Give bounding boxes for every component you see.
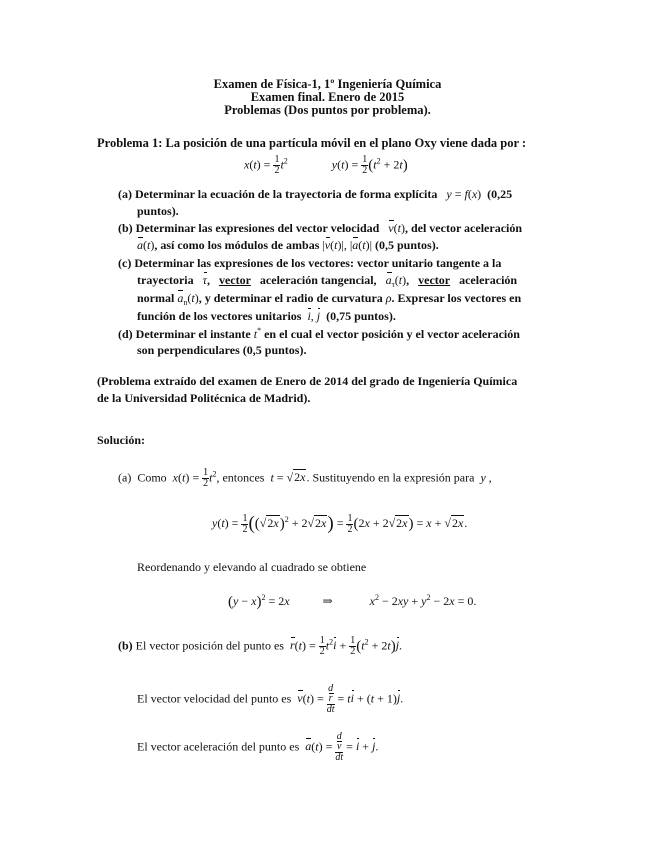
exam-header bbox=[0, 78, 655, 117]
item-a-points: (0,25 bbox=[487, 187, 513, 201]
item-c-line4: función de los vectores unitarios i, j (0,75 puntos). bbox=[137, 309, 396, 323]
item-a-cont: puntos). bbox=[137, 204, 179, 218]
solution-b-acceleration: El vector aceleración del punto es a(t) = d v dt = i + j. bbox=[137, 731, 379, 763]
item-c-aceleracion: aceleración bbox=[459, 273, 518, 287]
solution-b-velocity: El vector velocidad del punto es v(t) = d r dt = ti + (t + 1)j. bbox=[137, 683, 404, 715]
solution-b-pos-text: El vector posición del punto es bbox=[135, 638, 284, 653]
item-b-text2: , del vector aceleración bbox=[404, 221, 523, 235]
problem1-intro: Problema 1: La posición de una partícula móvil en el plano Oxy viene dada por : bbox=[97, 136, 527, 150]
solution-a-line: (a) Como x(t) = $\frac{1}{2}$ $t^2$, entonces t = √2x. Sustituyendo en la expresión para y , bbox=[118, 467, 492, 489]
item-b-text3: , así como los módulos de ambas bbox=[154, 238, 320, 252]
solution-a-sust: Sustituyendo en la expresión para bbox=[312, 470, 475, 485]
solution-b-acc-text: El vector aceleración del punto es bbox=[137, 739, 300, 754]
item-b-points: (0,5 puntos). bbox=[375, 238, 439, 252]
item-d-cont: son perpendiculares (0,5 puntos). bbox=[137, 343, 307, 357]
problem1-item-b: (b) Determinar las expresiones del vector velocidad v(t), del vector aceleración bbox=[118, 221, 523, 235]
header-subtitle: Examen final. Enero de 2015 bbox=[250, 90, 405, 104]
item-c-vector1: vector bbox=[218, 273, 251, 287]
item-b-text: (b) Determinar las expresiones del vector velocidad bbox=[118, 221, 380, 235]
item-c-unitarios: función de los vectores unitarios bbox=[137, 309, 302, 323]
item-c-trayectoria: trayectoria bbox=[137, 273, 194, 287]
solution-title: Solución: bbox=[97, 433, 146, 447]
solution-a-entonces: , entonces bbox=[216, 470, 265, 485]
problem1-item-d: (d) Determinar el instante t* en el cual el vector posición y el vector aceleración bbox=[118, 326, 520, 341]
position-equations: x(t) = $\frac{1}{2}$ $t^2$ y(t) = $\frac{1}{2}$ $(t^2 + 2t)$ bbox=[244, 154, 408, 176]
item-c-line3: normal $a_n(t)$, y determinar el radio de curvatura ρ. Expresar los vectores en bbox=[137, 291, 522, 307]
item-c-points: (0,75 puntos). bbox=[326, 309, 396, 323]
source-note-line2: de la Universidad Politécnica de Madrid). bbox=[97, 391, 311, 405]
problem1-item-a: (a) Determinar la ecuación de la trayectoria de forma explícita y = f(x) (0,25 bbox=[118, 187, 513, 201]
solution-reordenando: Reordenando y elevando al cuadrado se obtiene bbox=[137, 560, 367, 574]
problem1-item-c: (c) Determinar las expresiones de los vectores: vector unitario tangente a la bbox=[118, 256, 502, 270]
solution-a-result: $(y - x)^2 = 2x$ ⇒ $x^2 - 2xy + y^2 - 2x = 0$. bbox=[228, 593, 477, 610]
item-c-vector2: vector bbox=[418, 273, 451, 287]
item-c-expresar: . Expresar los vectores en bbox=[391, 291, 522, 305]
header-title: Examen de Física-1, 1º Ingeniería Química bbox=[213, 77, 442, 91]
solution-a-como: Como bbox=[137, 470, 167, 485]
source-note-line1: (Problema extraído del examen de Enero de 2014 del grado de Ingeniería Química bbox=[97, 374, 518, 388]
item-c-normal: normal bbox=[137, 291, 175, 305]
solution-a-substitution: y(t) = $\frac{1}{2}$ $((√2x)^2 + 2√2x)$ = $\frac{1}{2}$ (2x + 2√2x) = x + √2x. bbox=[212, 512, 468, 535]
solution-b-position: (b) El vector posición del punto es r(t) = $\frac{1}{2}$ $t^2i$ + $\frac{1}{2}$ $(t^2 + 2t)j$. bbox=[118, 635, 403, 657]
header-note: Problemas (Dos puntos por problema). bbox=[224, 103, 431, 117]
item-c-tangencial: aceleración tangencial, bbox=[259, 273, 377, 287]
item-c-line2: trayectoria τ, vector aceleración tangencial, $a_\tau(t)$, vector aceleración bbox=[137, 273, 518, 289]
item-c-radio: , y determinar el radio de curvatura bbox=[198, 291, 383, 305]
solution-a-label: (a) bbox=[118, 470, 132, 485]
item-d-text2: en el cual el vector posición y el vector aceleración bbox=[264, 327, 520, 341]
item-a-text: (a) Determinar la ecuación de la trayectoria de forma explícita bbox=[118, 187, 438, 201]
item-d-text: (d) Determinar el instante bbox=[118, 327, 251, 341]
solution-b-vel-text: El vector velocidad del punto es bbox=[137, 691, 292, 706]
item-b-cont: a(t), así como los módulos de ambas |v(t)|, |a(t)| (0,5 puntos). bbox=[137, 238, 439, 252]
solution-b-label: (b) bbox=[118, 638, 133, 653]
